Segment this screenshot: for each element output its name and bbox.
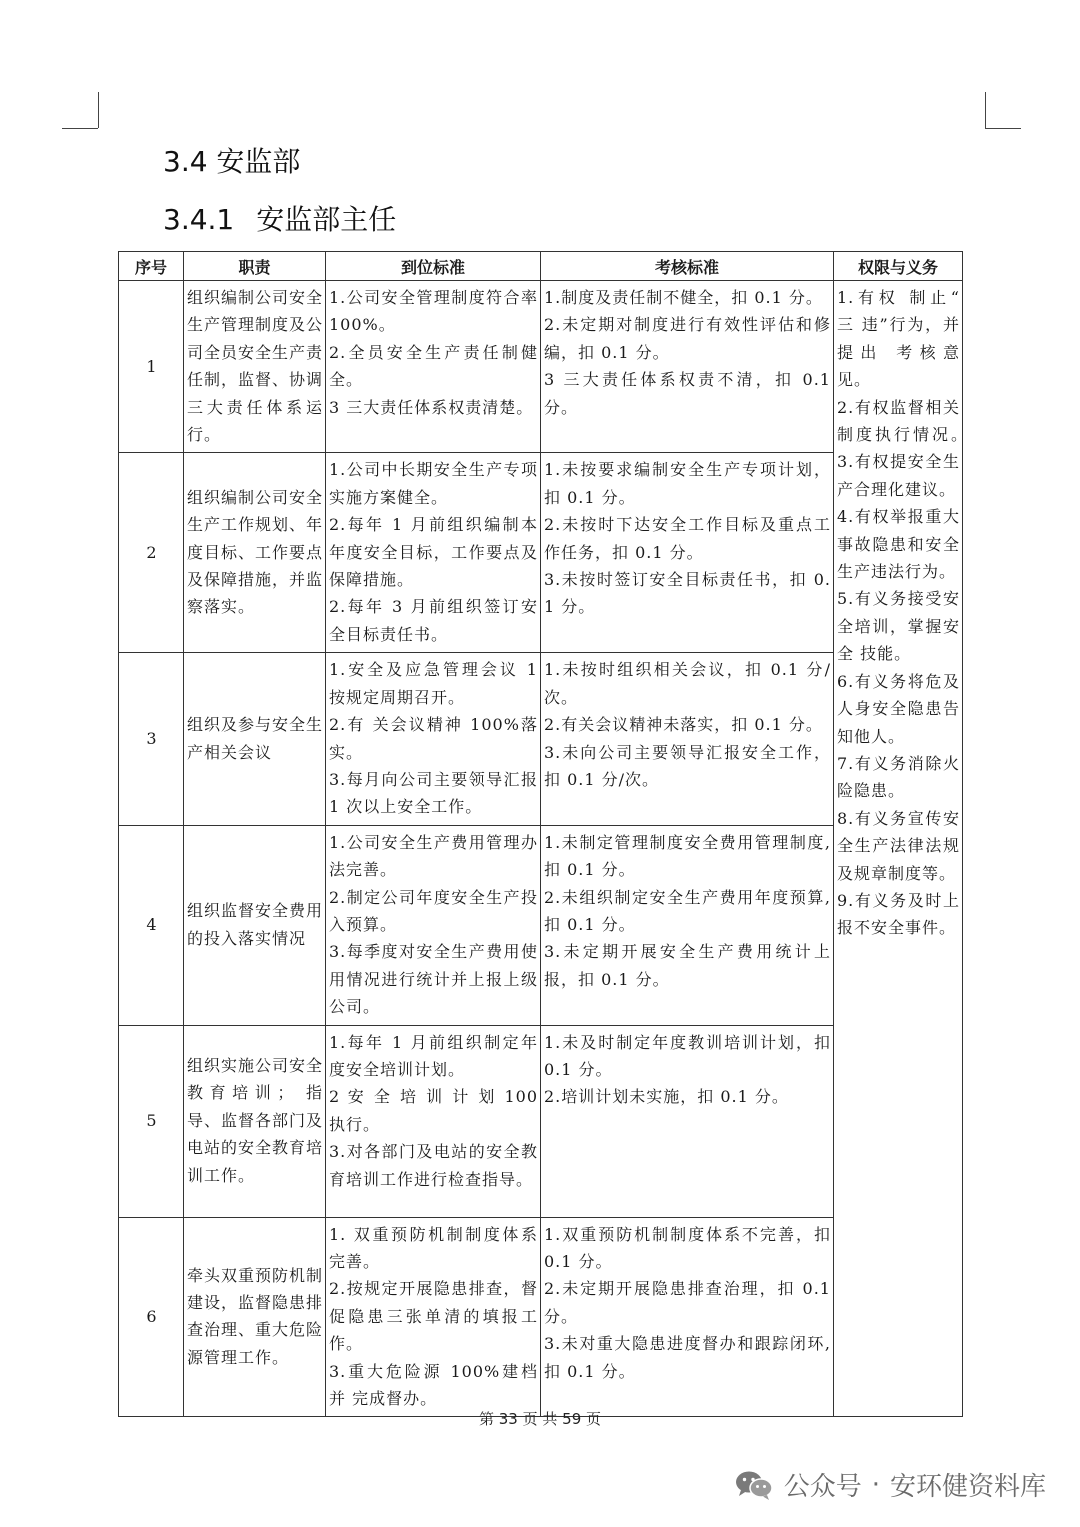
duty-cell: 组织编制公司安全生产工作规划、年度目标、工作要点及保障措施，并监察落实。 xyxy=(184,453,326,653)
watermark xyxy=(734,1466,1046,1503)
standard-line: 1. 双重预防机制制度体系 完善。 xyxy=(329,1224,538,1271)
assessment-cell xyxy=(541,1217,834,1417)
row-number: 5 xyxy=(119,1025,184,1217)
assessment-cell xyxy=(541,653,834,825)
standard-line: 2.每年 1 月前组织编制本年度安全目标，工作要点及保障措施。 xyxy=(329,515,538,590)
assessment-line: 1.制度及责任制不健全，扣 0.1 分。 xyxy=(544,288,823,307)
standard-cell xyxy=(326,1217,541,1417)
standard-line: 2 安 全 培 训 计 划 100 执行。 xyxy=(329,1087,538,1134)
standard-line: 2.有 关会议精神 100%落实。 xyxy=(329,715,538,762)
table-header-row xyxy=(119,252,963,281)
header-no: 序号 xyxy=(119,252,184,281)
standard-line: 1.公司安全管理制度符合率 100%。 xyxy=(329,288,538,335)
subsection-heading xyxy=(163,198,396,238)
row-number: 2 xyxy=(119,453,184,653)
standard-line: 3 三大责任体系权责清楚。 xyxy=(329,397,534,417)
assessment-line: 2.未组织制定安全生产费用年度预算,扣 0.1 分。 xyxy=(544,887,831,934)
crop-mark-top-left-horizontal xyxy=(62,128,98,129)
assessment-cell xyxy=(541,281,834,453)
duty-cell: 组织编制公司安全生产管理制度及公司全员安全生产责任制，监督、协调三大责任体系运行。 xyxy=(184,281,326,453)
rights-line: 5.有义务接受安 全培训，掌握安全 技能。 xyxy=(837,589,960,664)
header-duty: 职责 xyxy=(184,252,326,281)
standard-cell xyxy=(326,653,541,825)
header-standard: 到位标准 xyxy=(326,252,541,281)
rights-line: 4.有权举报重大 事故隐患和安全 生产违法行为。 xyxy=(837,507,960,582)
footer-prefix: 第 xyxy=(478,1410,494,1428)
watermark-account-label: 公众号 xyxy=(783,1472,862,1502)
standard-line: 3.对各部门及电站的安全教育培训工作进行检查指导。 xyxy=(329,1142,538,1189)
standard-line: 1.每年 1 月前组织制定年度安全培训计划。 xyxy=(329,1032,538,1079)
watermark-name: 安环健资料库 xyxy=(889,1472,1046,1502)
standard-line: 3.每季度对安全生产费用使用情况进行统计并上报上级公司。 xyxy=(329,942,538,1017)
standard-line: 3.每月向公司主要领导汇报 1 次以上安全工作。 xyxy=(329,769,538,817)
wechat-icon xyxy=(734,1469,774,1501)
row-number: 4 xyxy=(119,825,184,1025)
assessment-line: 1.双重预防机制制度体系不完善，扣 0.1 分。 xyxy=(544,1224,831,1271)
page-footer xyxy=(0,1408,1080,1429)
watermark-separator: · xyxy=(871,1469,880,1500)
row-number: 6 xyxy=(119,1217,184,1417)
rights-line: 7.有义务消除火 险隐患。 xyxy=(837,753,960,801)
assessment-cell xyxy=(541,825,834,1025)
assessment-line: 2.未定期对制度进行有效性评估和修编，扣 0.1 分。 xyxy=(544,315,831,362)
current-page-number: 33 xyxy=(498,1410,518,1428)
assessment-line: 3 三大责任体系权责不清，扣 0.1 分。 xyxy=(544,370,831,417)
footer-suffix: 页 xyxy=(586,1410,602,1428)
standard-line: 2.全员安全生产责任制健全。 xyxy=(329,342,538,390)
standard-line: 2.每年 3 月前组织签订安全目标责任书。 xyxy=(329,597,538,644)
standard-line: 1.公司中长期安全生产专项实施方案健全。 xyxy=(329,460,538,507)
rights-line: 6.有义务将危及 人身安全隐患告 知他人。 xyxy=(837,671,960,746)
section-heading: 3.4 安监部 xyxy=(163,145,301,178)
standard-line: 3.重大危险源 100%建档并 完成督办。 xyxy=(329,1361,538,1408)
assessment-line: 3.未向公司主要领导汇报安全工作，扣 0.1 分/次。 xyxy=(544,742,831,789)
assessment-line: 3.未对重大隐患进度督办和跟踪闭环,扣 0.1 分。 xyxy=(544,1334,831,1381)
crop-mark-top-right-vertical xyxy=(985,92,986,128)
standard-cell xyxy=(326,1025,541,1217)
crop-mark-top-right-horizontal xyxy=(985,128,1021,129)
assessment-cell xyxy=(541,1025,834,1217)
rights-line: 2.有权监督相关 制度执行情况。 3.有权提安全生 产合理化建议。 xyxy=(837,397,978,499)
standard-cell xyxy=(326,825,541,1025)
subsection-number: 3.4.1 xyxy=(163,203,235,236)
duty-cell: 组织实施公司安全教育培训； 指导、监督各部门及电站的安全教育培训工作。 xyxy=(184,1025,326,1217)
standard-line: 2.按规定开展隐患排查，督促隐患三张单清的填报工作。 xyxy=(329,1279,538,1354)
header-rights: 权限与义务 xyxy=(834,252,963,281)
assessment-line: 3.未按时签订安全目标责任书，扣 0.1 分。 xyxy=(544,570,831,617)
standard-line: 2.制定公司年度安全生产投入预算。 xyxy=(329,887,538,934)
standard-line: 1.公司安全生产费用管理办法完善。 xyxy=(329,832,538,880)
standard-line: 1.安全及应急管理会议 1 按规定周期召开。 xyxy=(329,660,538,707)
duty-cell: 组织及参与安全生产相关会议 xyxy=(184,653,326,825)
assessment-line: 2.培训计划未实施，扣 0.1 分。 xyxy=(544,1087,789,1107)
rights-line: 8.有义务宣传安 全生产法律法规 及规章制度等。 xyxy=(837,808,960,883)
table-row xyxy=(119,281,963,453)
assessment-line: 2.未定期开展隐患排查治理，扣 0.1 分。 xyxy=(544,1279,831,1326)
rights-line: 9.有义务及时上 报不安全事件。 xyxy=(837,890,960,938)
rights-line: 1.有权 制止“ 三 违”行为，并提出 考核意见。 xyxy=(837,288,960,390)
standard-cell xyxy=(326,453,541,653)
assessment-line: 2.有关会议精神未落实，扣 0.1 分。 xyxy=(544,715,823,735)
assessment-line: 1.未及时制定年度教训培训计划，扣 0.1 分。 xyxy=(544,1032,831,1079)
row-number: 1 xyxy=(119,281,184,453)
assessment-line: 2.未按时下达安全工作目标及重点工作任务，扣 0.1 分。 xyxy=(544,515,831,562)
footer-middle: 页 共 xyxy=(522,1410,558,1428)
subsection-title: 安监部主任 xyxy=(256,203,397,236)
row-number: 3 xyxy=(119,653,184,825)
assessment-line: 1.未按要求编制安全生产专项计划，扣 0.1 分。 xyxy=(544,460,831,507)
assessment-line: 3.未定期开展安全生产费用统计上报，扣 0.1 分。 xyxy=(544,942,831,989)
assessment-line: 1.未按时组织相关会议，扣 0.1 分/次。 xyxy=(544,660,831,707)
responsibility-table xyxy=(118,251,978,1417)
crop-mark-top-left-vertical xyxy=(98,92,99,128)
duty-cell: 牵头双重预防机制建设，监督隐患排查治理、重大危险源管理工作。 xyxy=(184,1217,326,1417)
header-assessment: 考核标准 xyxy=(541,252,834,281)
rights-cell xyxy=(834,281,978,1417)
standard-cell xyxy=(326,281,541,453)
total-page-number: 59 xyxy=(562,1410,582,1428)
assessment-line: 1.未制定管理制度安全费用管理制度,扣 0.1 分。 xyxy=(544,832,831,880)
duty-cell: 组织监督安全费用的投入落实情况 xyxy=(184,825,326,1025)
assessment-cell xyxy=(541,453,834,653)
